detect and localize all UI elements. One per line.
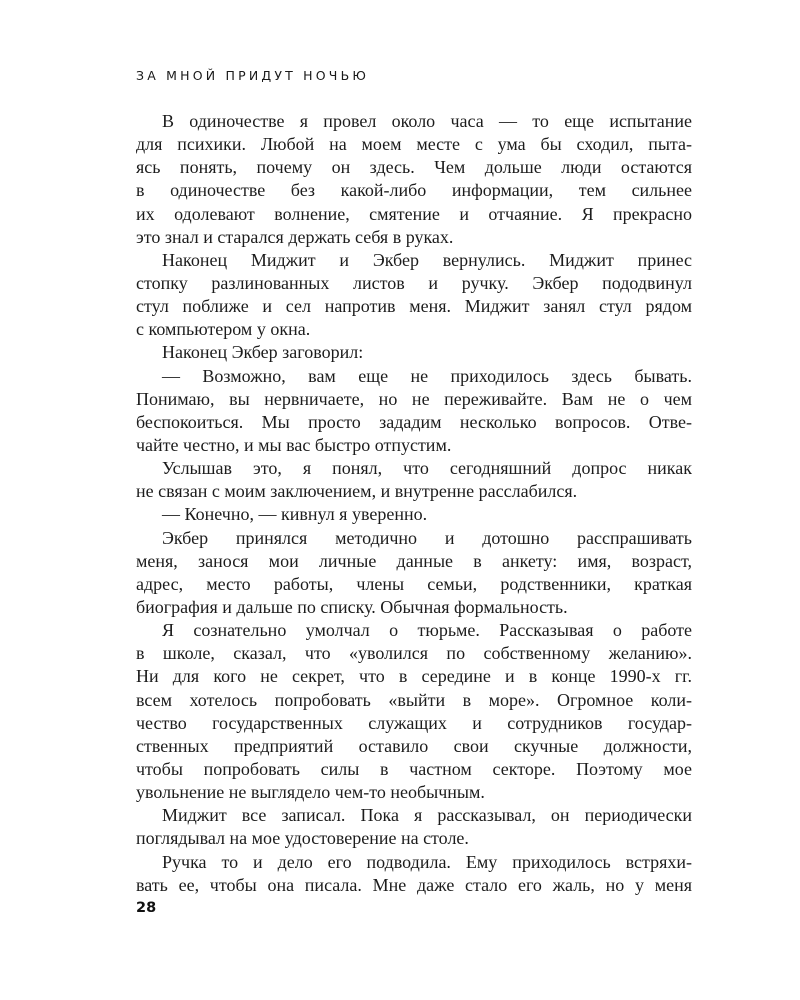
text-line: для психики. Любой на моем месте с ума бы сходил, пыта- — [136, 134, 692, 155]
text-line: Миджит все записал. Пока я рассказывал, он периодически — [162, 805, 692, 826]
text-line: ственных предприятий оставило свои скучные должности, — [136, 735, 692, 756]
text-line: — Конечно, — кивнул я уверенно. — [162, 504, 428, 525]
text-line: Экбер принялся методично и дотошно расспрашивать — [162, 527, 692, 548]
text-line: увольнение не выглядело чем-то необычным. — [136, 782, 485, 803]
running-head: ЗА МНОЙ ПРИДУТ НОЧЬЮ — [136, 68, 370, 83]
text-line: Ручка то и дело его подводила. Ему приходилось встряхи- — [162, 851, 692, 872]
text-line: меня, занося мои личные данные в анкету: имя, возраст, — [136, 550, 692, 571]
text-line: вать ее, чтобы она писала. Мне даже стало его жаль, но у меня — [136, 874, 692, 895]
text-line: стул поближе и сел напротив меня. Миджит занял стул рядом — [136, 296, 692, 317]
text-line: Ни для кого не секрет, что в середине и в конце 1990-х гг. — [136, 666, 692, 687]
text-line: их одолевают волнение, смятение и отчаяние. Я прекрасно — [136, 203, 692, 224]
page-number: 28 — [136, 900, 157, 916]
text-line: Наконец Экбер заговорил: — [162, 342, 364, 363]
text-line: Я сознательно умолчал о тюрьме. Рассказывая о работе — [162, 620, 692, 641]
text-line: ясь понять, почему он здесь. Чем дольше люди остаются — [136, 157, 692, 178]
text-line: чайте честно, и мы вас быстро отпустим. — [136, 434, 452, 455]
text-line: Наконец Миджит и Экбер вернулись. Миджит принес — [162, 249, 692, 270]
text-line: стопку разлинованных листов и ручку. Экбер пододвинул — [136, 272, 692, 293]
text-line: адрес, место работы, члены семьи, родственники, краткая — [136, 573, 692, 594]
text-line: чество государственных служащих и сотрудников государ- — [136, 712, 692, 733]
text-line: в одиночестве без какой-либо информации, тем сильнее — [136, 180, 692, 201]
text-line: биография и дальше по списку. Обычная формальность. — [136, 596, 568, 617]
text-line: В одиночестве я провел около часа — то еще испытание — [162, 111, 692, 131]
text-line: — Возможно, вам еще не приходилось здесь бывать. — [162, 365, 692, 386]
text-line: в школе, сказал, что «уволился по собственному желанию». — [136, 643, 692, 664]
text-line: поглядывал на мое удостоверение на столе. — [136, 828, 469, 849]
text-line: Понимаю, вы нервничаете, но не переживайте. Вам не о чем — [136, 388, 692, 409]
text-line: с компьютером у окна. — [136, 319, 311, 340]
body-text — [136, 110, 692, 897]
text-line: не связан с моим заключением, и внутренне расслабился. — [136, 481, 578, 502]
text-line: всем хотелось попробовать «выйти в море». Огромное коли- — [136, 689, 692, 710]
text-line: беспокоиться. Мы просто зададим несколько вопросов. Отве- — [136, 411, 692, 432]
text-line: Услышав это, я понял, что сегодняшний допрос никак — [162, 458, 692, 479]
text-line: чтобы попробовать силы в частном секторе. Поэтому мое — [136, 758, 692, 779]
text-line: это знал и старался держать себя в руках. — [136, 226, 454, 247]
